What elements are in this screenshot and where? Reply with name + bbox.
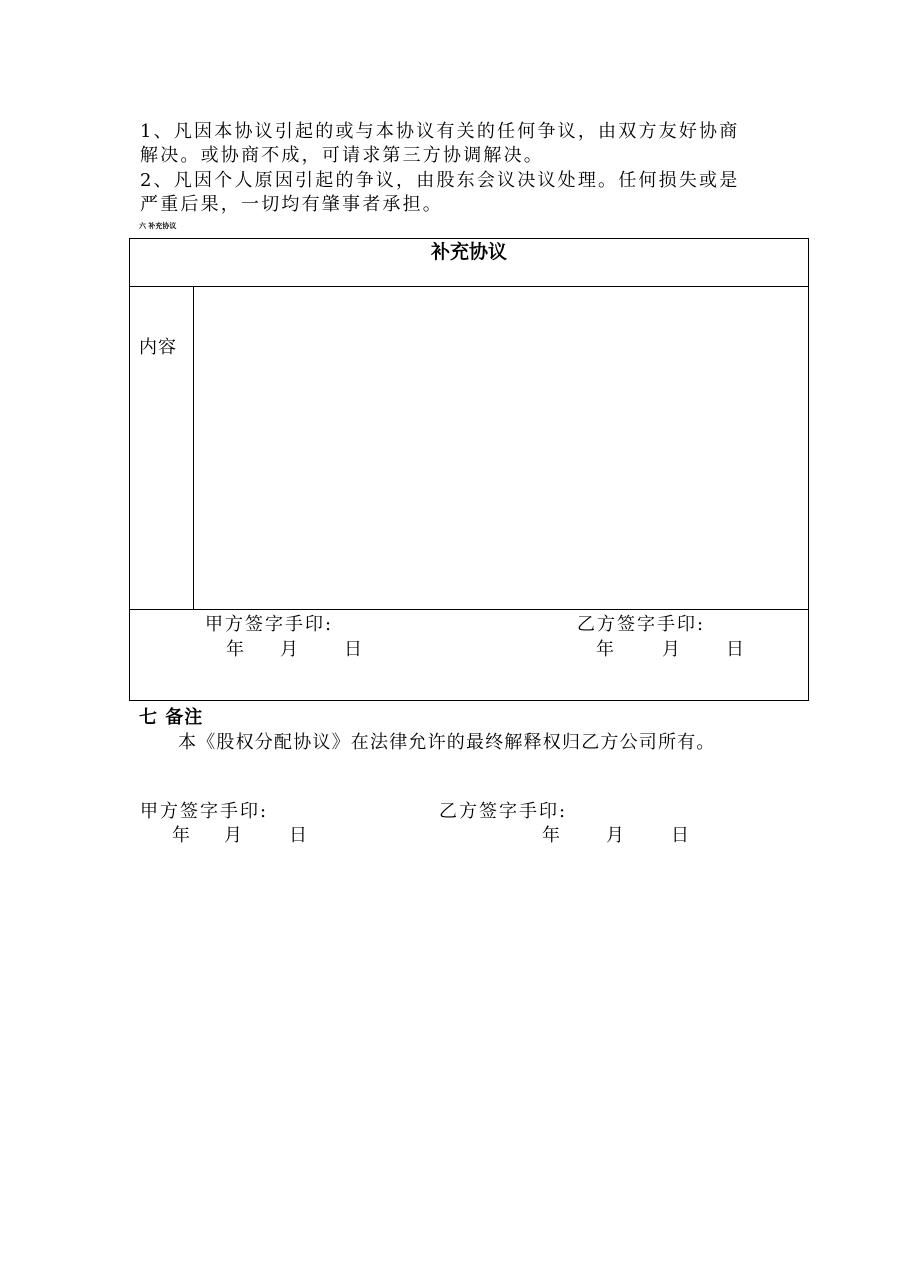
table-party-b-date [130,635,808,659]
party-b-date [0,821,700,845]
party-a-day: 日 [289,825,307,846]
table-party-b-day: 日 [726,639,744,660]
dispute-clause-1-line-1: 1、凡因本协议引起的或与本协议有关的任何争议，由双方友好协商 [140,121,740,142]
table-party-b-sign-label: 乙方签字手印: [577,614,706,635]
dispute-clause-2-line-1: 2、凡因个人原因引起的争议，由股东会议决议处理。任何损失或是 [140,170,740,191]
party-a-sign-label: 甲方签字手印: [140,801,269,822]
table-divider-content-column [193,286,194,609]
party-b-year: 年 [542,825,560,846]
content-area[interactable] [195,288,807,608]
content-label: 内容 [139,337,177,358]
table-party-a-sign-label: 甲方签字手印: [205,614,334,635]
table-party-a-year: 年 [226,639,244,660]
dispute-clause-1-line-2: 解决。或协商不成，可请求第三方协调解决。 [140,145,544,166]
party-a-year: 年 [172,825,190,846]
party-b-day: 日 [671,825,689,846]
dispute-clause-2-line-2: 严重后果，一切均有肇事者承担。 [140,194,443,215]
supplement-table-title: 补充协议 [430,241,507,263]
section-6-heading: 六 补充协议 [139,222,177,230]
section-7-note: 本《股权分配协议》在法律允许的最终解释权归乙方公司所有。 [178,732,716,753]
party-b-month: 月 [606,825,624,846]
table-party-b-month: 月 [662,639,680,660]
table-party-a-day: 日 [344,639,362,660]
section-7-heading: 七 备注 [139,707,204,728]
party-a-month: 月 [224,825,242,846]
table-party-b-year: 年 [596,639,614,660]
supplement-agreement-table [129,238,809,701]
table-divider-title [130,286,808,287]
table-party-a-month: 月 [280,639,298,660]
party-b-sign-label: 乙方签字手印: [439,801,568,822]
